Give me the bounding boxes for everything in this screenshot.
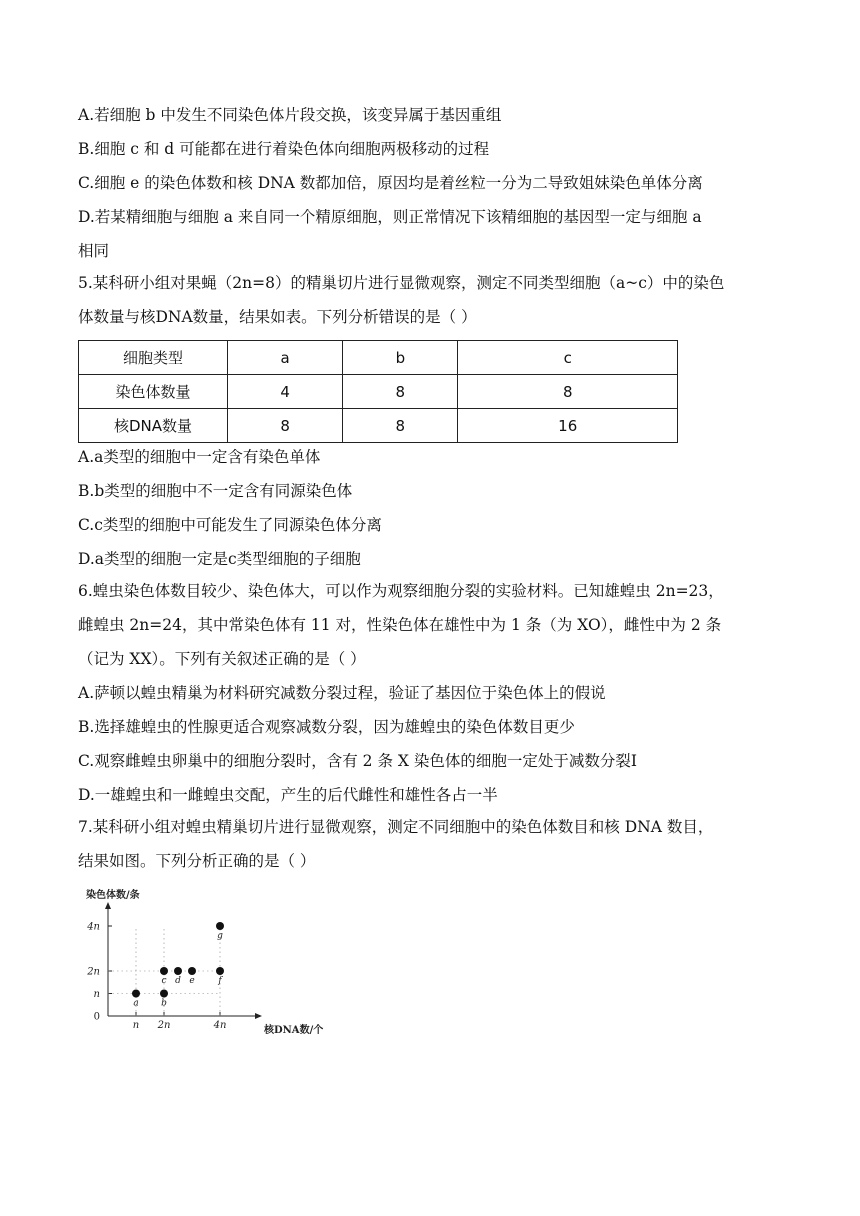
x-axis-arrow: [255, 1013, 262, 1019]
data-point-e: [188, 967, 196, 975]
q6-option-b: B.选择雄蝗虫的性腺更适合观察减数分裂，因为雄蝗虫的染色体数目更少: [78, 718, 575, 736]
data-point-label: d: [175, 976, 181, 986]
q5-option-d: D.a类型的细胞一定是c类型细胞的子细胞: [78, 550, 361, 568]
data-point-label: f: [218, 976, 222, 986]
q5-option-c: C.c类型的细胞中可能发生了同源染色体分离: [78, 516, 382, 534]
table-header-cell: b: [343, 341, 458, 375]
data-point-a: [132, 990, 140, 998]
q4-option-a: A.若细胞 b 中发生不同染色体片段交换，该变异属于基因重组: [78, 106, 502, 124]
table-header-cell: 细胞类型: [79, 341, 228, 375]
table-cell: 4: [228, 375, 343, 409]
data-point-label: c: [161, 976, 167, 986]
q6-option-a: A.萨顿以蝗虫精巢为材料研究减数分裂过程，验证了基因位于染色体上的假说: [78, 684, 606, 702]
q6-stem-line-1: 6.蝗虫染色体数目较少、染色体大，可以作为观察细胞分裂的实验材料。已知雄蝗虫 2n=23，: [78, 582, 724, 600]
cell-type-table: [78, 340, 678, 443]
q4-option-c: C.细胞 e 的染色体数和核 DNA 数都加倍，原因均是着丝粒一分为二导致姐妹染色单体分离: [78, 174, 703, 192]
y-tick-label: 2n: [87, 966, 100, 978]
y-tick-label: 0: [93, 1011, 100, 1023]
table-header-cell: a: [228, 341, 343, 375]
data-point-g: [216, 922, 224, 930]
q5-option-a: A.a类型的细胞中一定含有染色单体: [78, 448, 321, 466]
q5-stem-line-2: 体数量与核DNA数量，结果如表。下列分析错误的是（ ）: [78, 308, 477, 326]
table-row: [79, 409, 678, 443]
q4-option-d-continued: 相同: [78, 242, 110, 260]
x-axis-label: 核DNA数/个: [264, 1025, 324, 1036]
q4-option-d: D.若某精细胞与细胞 a 来自同一个精原细胞，则正常情况下该精细胞的基因型一定与细胞 a: [78, 208, 702, 226]
q6-stem-line-3: （记为 XX）。下列有关叙述正确的是（ ）: [78, 650, 366, 668]
y-tick-label: 4n: [87, 921, 100, 933]
x-tick-label: n: [132, 1020, 140, 1031]
table-header-cell: c: [458, 341, 678, 375]
q7-stem-line-1: 7.某科研小组对蝗虫精巢切片进行显微观察，测定不同细胞中的染色体数目和核 DNA 数目，: [78, 818, 714, 836]
q5-option-b: B.b类型的细胞中不一定含有同源染色体: [78, 482, 353, 500]
data-point-f: [216, 967, 224, 975]
x-tick-label: 2n: [157, 1020, 171, 1031]
table-cell: 核DNA数量: [79, 409, 228, 443]
data-point-label: g: [217, 931, 223, 941]
table-cell: 16: [458, 409, 678, 443]
q6-stem-line-2: 雌蝗虫 2n=24，其中常染色体有 11 对，性染色体在雄性中为 1 条（为 XO），雌性中为 2 条: [78, 616, 722, 634]
data-point-c: [160, 967, 168, 975]
table-header-row: [79, 341, 678, 375]
q4-option-b: B.细胞 c 和 d 可能都在进行着染色体向细胞两极移动的过程: [78, 140, 490, 158]
q5-stem-line-1: 5.某科研小组对果蝇（2n=8）的精巢切片进行显微观察，测定不同类型细胞（a~c）中的染色: [78, 274, 725, 292]
y-axis-arrow: [105, 902, 111, 909]
table-cell: 8: [343, 409, 458, 443]
q6-option-c: C.观察雌蝗虫卵巢中的细胞分裂时，含有 2 条 X 染色体的细胞一定处于减数分裂Ⅰ: [78, 752, 637, 770]
table-cell: 8: [458, 375, 678, 409]
data-point-b: [160, 990, 168, 998]
y-tick-label: n: [93, 989, 100, 1000]
data-point-label: e: [189, 976, 195, 986]
chromosome-dna-scatter-chart: [86, 886, 346, 1036]
data-point-d: [174, 967, 182, 975]
table-cell: 8: [343, 375, 458, 409]
q6-option-d: D.一雄蝗虫和一雌蝗虫交配，产生的后代雌性和雄性各占一半: [78, 786, 498, 804]
table-row: [79, 375, 678, 409]
table-cell: 染色体数量: [79, 375, 228, 409]
y-axis-label: 染色体数/条: [86, 890, 140, 901]
table-cell: 8: [228, 409, 343, 443]
data-point-label: b: [161, 998, 167, 1009]
data-point-label: a: [133, 998, 139, 1009]
x-tick-label: 4n: [213, 1020, 227, 1031]
q7-stem-line-2: 结果如图。下列分析正确的是（ ）: [78, 852, 316, 870]
